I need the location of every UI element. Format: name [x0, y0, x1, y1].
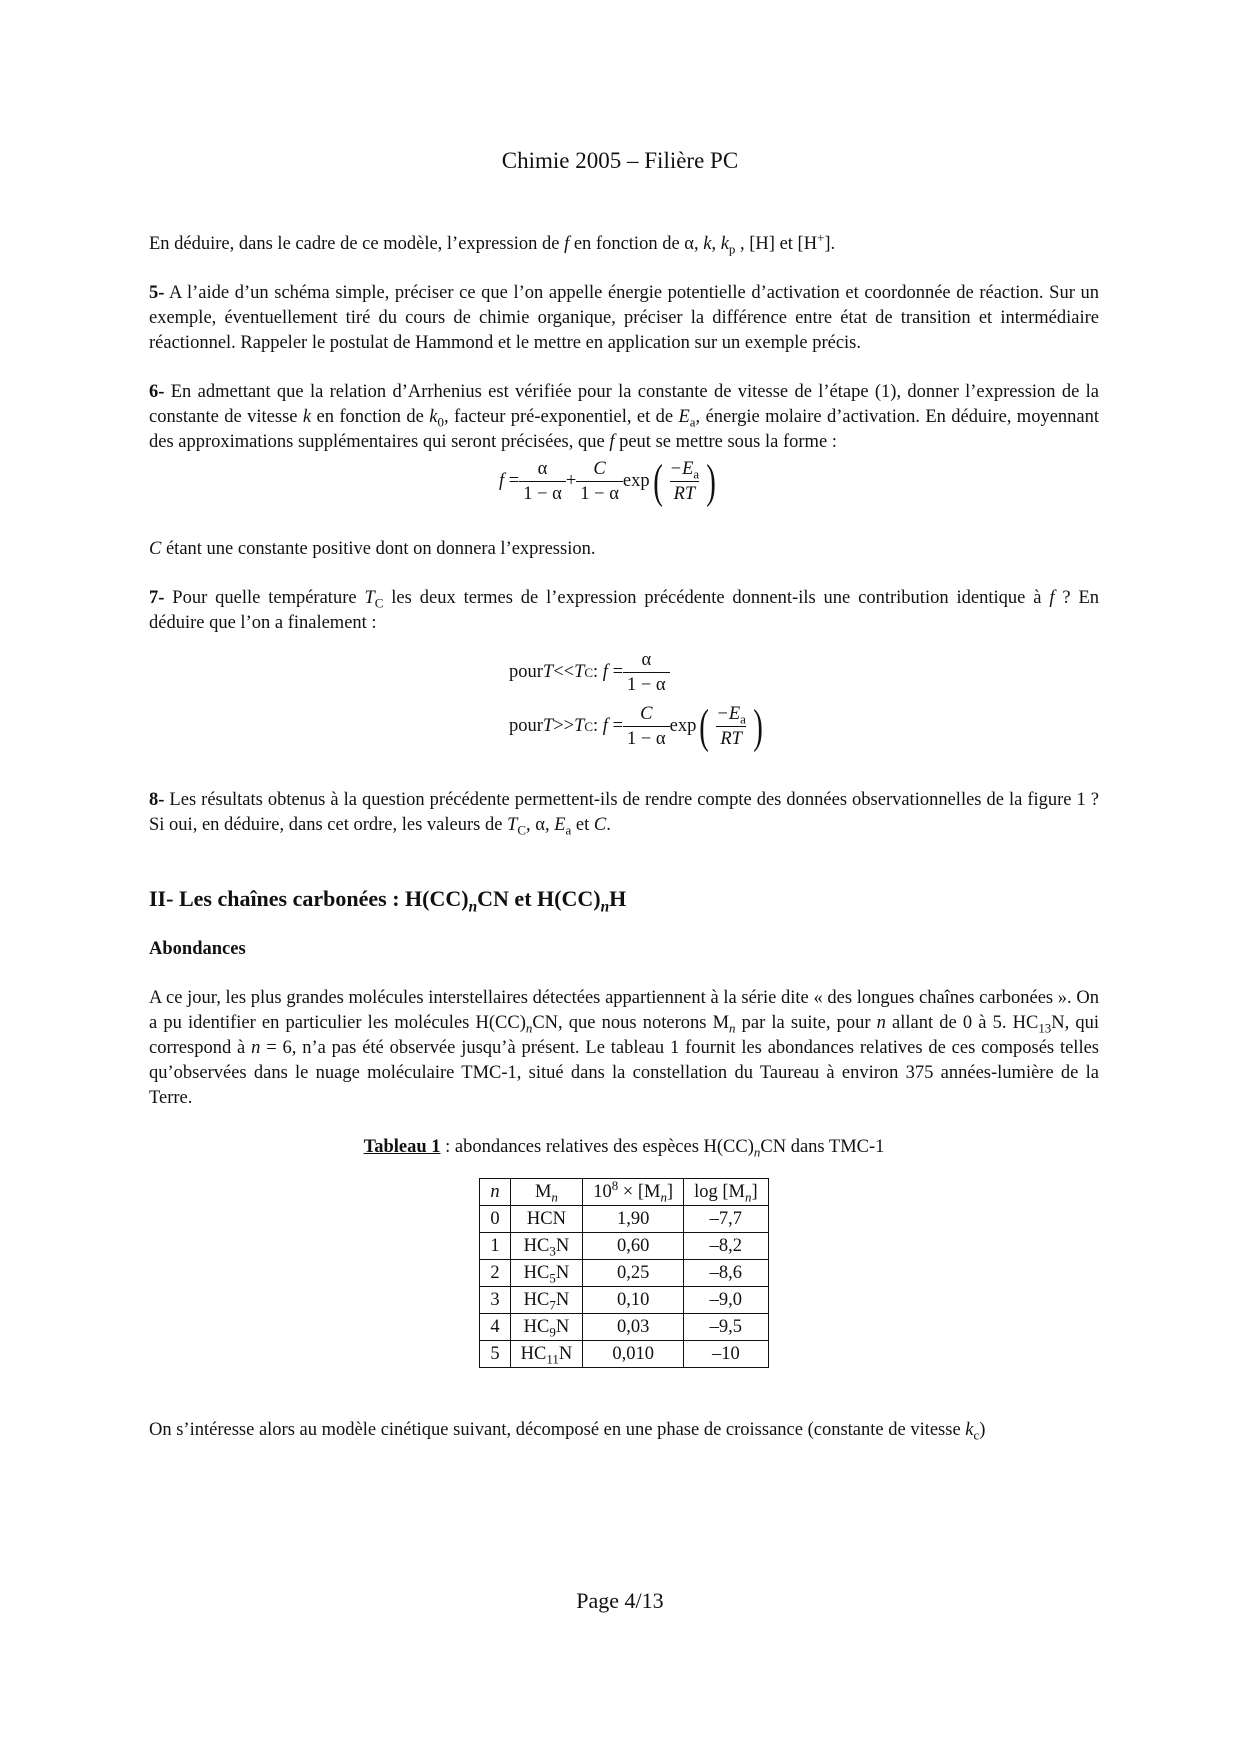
- caption-label: Tableau 1: [363, 1137, 441, 1157]
- cell-concentration: 0,10: [583, 1287, 684, 1314]
- cell-concentration: 1,90: [583, 1206, 684, 1233]
- var-n: n: [251, 1038, 261, 1058]
- text: ]: [666, 1181, 674, 1202]
- text: ,: [711, 234, 721, 254]
- fraction-Ea-RT: [712, 702, 750, 751]
- var-C: C: [593, 815, 607, 835]
- var-f: f: [1049, 588, 1055, 608]
- text: A ce jour, les plus grandes molécules interstellaires détectées appartiennent à la série dite « des longues chaînes carbonées ». On a pu identifier en particulier les molécules H(CC): [149, 988, 1099, 1033]
- equation-2-line-1: pour T << T C : f = $\frac{\alpha}{1 - \alpha}$: [509, 648, 670, 697]
- var-T: T: [542, 716, 554, 736]
- text: par la suite, pour: [735, 1013, 877, 1033]
- text: :: [593, 662, 599, 682]
- text: en fonction de α,: [569, 234, 704, 254]
- fraction-C: [576, 457, 623, 506]
- table-caption: [149, 1135, 1099, 1160]
- var-k: k: [965, 1420, 974, 1440]
- text: 10: [593, 1181, 612, 1202]
- cell-concentration: 0,010: [583, 1341, 684, 1368]
- var-E: −E: [716, 704, 741, 724]
- var-f: f: [499, 471, 505, 491]
- question-number: 6-: [149, 382, 165, 402]
- subscript: 7: [549, 1297, 556, 1313]
- fraction-Ea-RT: [666, 457, 704, 506]
- page-content: [149, 229, 1100, 1443]
- var-T: T: [507, 815, 518, 835]
- page-header: Chimie 2005 – Filière PC: [501, 148, 739, 173]
- subscript-n: n: [551, 1189, 558, 1205]
- text: Pour quelle température: [164, 588, 365, 608]
- text: .: [606, 815, 611, 835]
- text: en fonction de: [311, 407, 430, 427]
- denominator: RT: [670, 481, 700, 506]
- table-body: [480, 1206, 768, 1368]
- header-n: [480, 1179, 510, 1206]
- text: les deux termes de l’expression précédente donnent-ils une contribution identique à: [383, 588, 1050, 608]
- text: HC: [523, 1235, 550, 1256]
- table-header-row: [480, 1179, 768, 1206]
- text: HC: [523, 1262, 550, 1283]
- var-E: −E: [669, 459, 694, 479]
- cell-concentration: 0,03: [583, 1314, 684, 1341]
- paragraph-C: [149, 537, 1099, 562]
- text: CN, que nous noterons M: [532, 1013, 730, 1033]
- cell-concentration: 0,25: [583, 1260, 684, 1287]
- equals-sign: =: [612, 662, 623, 682]
- cell-n: 1: [480, 1233, 510, 1260]
- equation-2-line-2: pour T >> T C : f = $\frac{C}{1 - \alpha}$ exp ( $\frac{-E_a}{RT}$ ): [509, 699, 763, 753]
- text: étant une constante positive dont on donnera l’expression.: [161, 539, 596, 559]
- cell-molecule: [510, 1341, 583, 1368]
- table-row: [480, 1260, 768, 1287]
- question-8: [149, 788, 1099, 838]
- text: On s’intéresse alors au modèle cinétique suivant, décomposé en une phase de croissance (constante de vitesse: [149, 1420, 966, 1440]
- text: , [H] et [H: [735, 234, 818, 254]
- var-f: f: [564, 234, 570, 254]
- subscript: a: [693, 466, 700, 482]
- text: M: [534, 1181, 552, 1202]
- numerator: α: [537, 459, 548, 479]
- subscript-n: n: [525, 1020, 533, 1036]
- text: N: [555, 1289, 570, 1310]
- denominator: 1 − α: [623, 726, 670, 751]
- text: peut se mettre sous la forme :: [614, 432, 837, 452]
- subscript: p: [728, 241, 736, 257]
- var-k: k: [703, 234, 712, 254]
- var-Tc: T: [574, 662, 585, 682]
- var-C: C: [149, 539, 162, 559]
- text: CN dans TMC-1: [760, 1137, 885, 1157]
- right-paren: ): [706, 454, 716, 508]
- header-log: [684, 1179, 769, 1206]
- var-Ea: E: [678, 407, 690, 427]
- cell-n: 5: [480, 1341, 510, 1368]
- plus-sign: +: [565, 471, 577, 491]
- paragraph-deduce: [149, 229, 1099, 257]
- text: ]: [751, 1181, 758, 1202]
- numerator: [712, 702, 750, 726]
- cell-molecule: [510, 1287, 583, 1314]
- page-number: Page 4/13: [576, 1588, 664, 1613]
- numerator: C: [640, 704, 653, 724]
- denominator: 1 − α: [519, 481, 566, 506]
- question-text: A l’aide d’un schéma simple, préciser ce que l’on appelle énergie potentielle d’activation et coordonnée de réaction. Sur un exemple, éventuellement tiré du cours de chimie organique, préciser la différence entre état de transition et intermédiaire réactionnel. Rappeler le postulat de Hammond et le mettre en application sur un exemple précis.: [149, 283, 1099, 353]
- subscript: 3: [549, 1243, 556, 1259]
- cell-n: 0: [480, 1206, 510, 1233]
- subscript: 13: [1038, 1020, 1052, 1036]
- table-row: [480, 1314, 768, 1341]
- table-row: [480, 1233, 768, 1260]
- superscript: 8: [611, 1177, 619, 1193]
- question-5: [149, 281, 1099, 356]
- subscript: a: [740, 711, 746, 727]
- cell-molecule: [510, 1260, 583, 1287]
- text: H: [609, 886, 627, 911]
- equals-sign: =: [508, 471, 520, 491]
- denominator: RT: [716, 726, 746, 751]
- exp-function: exp: [669, 716, 697, 736]
- var-T: T: [364, 588, 375, 608]
- paragraph-kinetic-model: [149, 1418, 1099, 1443]
- var-f: f: [609, 432, 615, 452]
- exp-function: exp: [622, 471, 650, 491]
- question-7: [149, 586, 1099, 636]
- text: = 6, n’a pas été observée jusqu’à présent. Le tableau 1 fournit les abondances relatives de ces composés telles qu’observées dans le nuage moléculaire TMC-1, situé dans la constellation du Taureau à environ 375 années-lumière de la Terre.: [149, 1038, 1100, 1108]
- header-M: [510, 1179, 583, 1206]
- subscript-n: n: [468, 898, 478, 916]
- cell-n: 3: [480, 1287, 510, 1314]
- subscript-n: n: [660, 1189, 667, 1205]
- text: HC: [523, 1289, 550, 1310]
- equation-2: [149, 648, 1099, 778]
- denominator: 1 − α: [576, 481, 623, 506]
- subscript-n: n: [744, 1189, 752, 1205]
- var-E: E: [554, 815, 566, 835]
- header-concentration: [583, 1179, 684, 1206]
- var-f: f: [602, 662, 608, 682]
- relation: >>: [553, 716, 575, 736]
- text: :: [593, 716, 599, 736]
- subscript: c: [973, 1427, 980, 1443]
- cell-log: –8,2: [684, 1233, 769, 1260]
- text: CN et H(CC): [477, 886, 601, 911]
- text: , facteur pré-exponentiel, et de: [443, 407, 679, 427]
- text: N: [558, 1343, 573, 1364]
- text: et: [571, 815, 594, 835]
- text: , α,: [526, 815, 555, 835]
- text: En admettant que la relation d’Arrhenius est vérifiée pour la constante de vitesse de l’étape (1), donner l’expression de la constante de vitesse: [149, 382, 1099, 427]
- text: ): [979, 1420, 986, 1440]
- right-paren: ): [753, 699, 763, 753]
- var-T: T: [542, 662, 554, 682]
- cell-molecule: [510, 1233, 583, 1260]
- superscript: +: [817, 229, 825, 245]
- relation: <<: [553, 662, 575, 682]
- subscript-n: n: [753, 1144, 761, 1160]
- subscript-n: n: [600, 898, 610, 916]
- var-k0: k: [429, 407, 438, 427]
- cell-n: 2: [480, 1260, 510, 1287]
- question-number: 7-: [149, 588, 165, 608]
- subscript-n: n: [729, 1020, 736, 1036]
- equals-sign: =: [612, 716, 623, 736]
- text: HC: [523, 1316, 550, 1337]
- subscript: C: [517, 822, 527, 838]
- text: : abondances relatives des espèces H(CC): [440, 1137, 754, 1157]
- text: pour: [509, 716, 543, 736]
- subscript: 9: [549, 1324, 556, 1340]
- denominator: 1 − α: [623, 672, 670, 697]
- text: N: [555, 1316, 570, 1337]
- question-6: [149, 380, 1099, 455]
- text: ? En déduire que l’on a finalement :: [149, 588, 1099, 633]
- left-paren: (: [652, 454, 663, 508]
- text: n: [490, 1181, 500, 1202]
- question-number: 8-: [149, 790, 165, 810]
- question-number: 5-: [149, 283, 165, 303]
- text: allant de 0 à 5. HC: [885, 1013, 1039, 1033]
- cell-log: –9,5: [684, 1314, 769, 1341]
- text: II- Les chaînes carbonées : H(CC): [149, 886, 469, 911]
- text: × [M: [618, 1181, 661, 1202]
- subscript: 5: [549, 1270, 556, 1286]
- cell-concentration: 0,60: [583, 1233, 684, 1260]
- var-kp: k: [720, 234, 729, 254]
- table-row: [480, 1287, 768, 1314]
- text: HC: [520, 1343, 547, 1364]
- fraction-alpha: [623, 648, 670, 697]
- cell-log: –9,0: [684, 1287, 769, 1314]
- subscript: 11: [546, 1351, 559, 1367]
- text: En déduire, dans le cadre de ce modèle, l’expression de: [149, 234, 565, 254]
- table-row: [480, 1206, 768, 1233]
- subscript: C: [374, 595, 384, 611]
- table-row: [480, 1341, 768, 1368]
- text: , énergie molaire d’activation. En déduire, moyennant des approximations supplémentaires qui seront précisées, que: [149, 407, 1100, 452]
- paragraph-abundances: [149, 986, 1099, 1111]
- numerator: C: [593, 459, 606, 479]
- cell-n: 4: [480, 1314, 510, 1341]
- text: HCN: [526, 1208, 566, 1229]
- abundance-table: [479, 1178, 768, 1368]
- text: N: [555, 1262, 570, 1283]
- cell-molecule: [510, 1314, 583, 1341]
- text: N: [555, 1235, 570, 1256]
- var-Tc: T: [574, 716, 585, 736]
- left-paren: (: [699, 699, 710, 753]
- text: N, qui correspond à: [149, 1013, 1100, 1058]
- section-title: [149, 886, 1099, 916]
- cell-molecule: [510, 1206, 583, 1233]
- text: log [M: [694, 1181, 745, 1202]
- var-f: f: [602, 716, 608, 736]
- numerator: α: [641, 650, 652, 670]
- text: ].: [824, 234, 836, 254]
- fraction-alpha: [519, 457, 566, 506]
- var-k: k: [302, 407, 312, 427]
- fraction-C: [623, 702, 670, 751]
- subsection-title: Abondances: [149, 939, 246, 959]
- text: Les résultats obtenus à la question précédente permettent-ils de rendre compte des données observationnelles de la figure 1 ? Si oui, en déduire, dans cet ordre, les valeurs de: [149, 790, 1099, 835]
- subscript: a: [565, 822, 572, 838]
- equation-1: [149, 454, 1099, 527]
- subscript: 0: [437, 414, 444, 430]
- cell-log: –8,6: [684, 1260, 769, 1287]
- subscript: a: [689, 414, 696, 430]
- cell-log: –7,7: [684, 1206, 769, 1233]
- cell-log: –10: [684, 1341, 769, 1368]
- numerator: [666, 457, 704, 481]
- text: pour: [509, 662, 543, 682]
- var-n: n: [876, 1013, 886, 1033]
